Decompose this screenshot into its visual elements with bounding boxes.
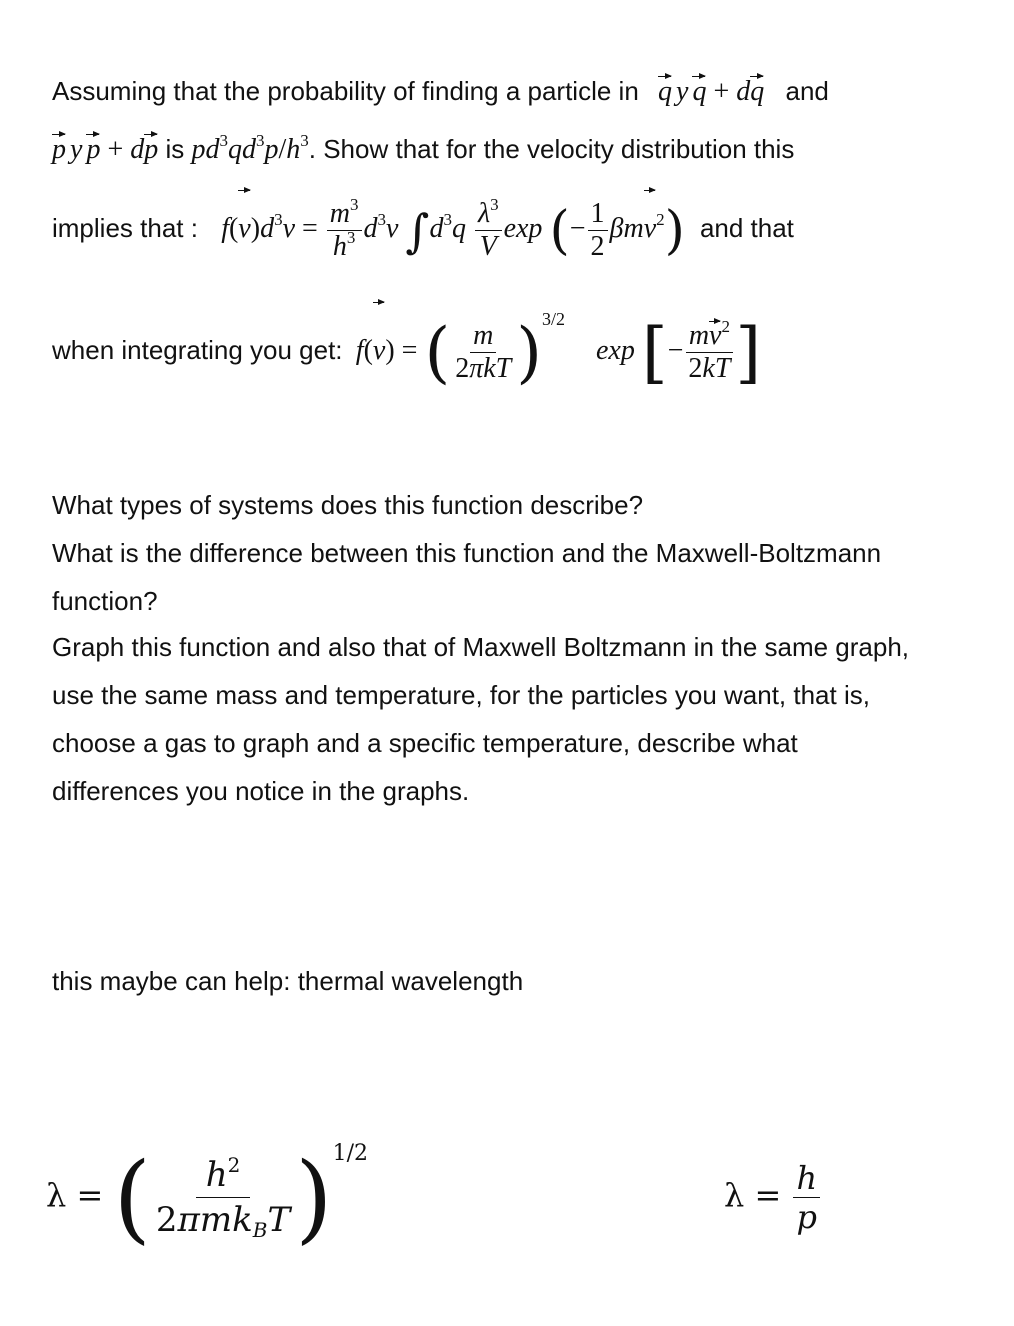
exp-word-1: exp bbox=[503, 213, 543, 244]
problem-line-2 bbox=[52, 132, 794, 167]
math-p-range: p y p + dp bbox=[52, 134, 159, 165]
exp-word-2: exp bbox=[596, 335, 635, 366]
problem-line-3 bbox=[52, 188, 794, 268]
and-that-suffix: and that bbox=[699, 213, 794, 243]
lambda-equals: λ = bbox=[724, 1176, 782, 1214]
math-velocity-distribution: $f(v)d^3v$ = $\frac{m^3}{h^3}$ $d^3v$ $\int d^3q$ $\frac{\lambda^3}{V}$ exp (− $\frac{1}{2}$ βmv$^2$) bbox=[221, 213, 692, 244]
problem-intro-text: Assuming that the probability of finding a particle in bbox=[52, 76, 639, 106]
question-3-line-2: use the same mass and temperature, for the particles you want, that is, bbox=[52, 680, 870, 710]
hint-text: this maybe can help: thermal wavelength bbox=[52, 966, 524, 996]
problem-line-4 bbox=[52, 300, 761, 410]
question-2-line-2: function? bbox=[52, 586, 158, 616]
thermal-wavelength-formula: λ = ( $\frac{h^2}{2\pi mk_BT}$ )$^{1/2}$ bbox=[46, 1141, 368, 1254]
and-word: and bbox=[785, 76, 829, 106]
math-probability: $pd^3qd^3p/h^3$ bbox=[191, 131, 309, 165]
implies-prefix: implies that : bbox=[52, 213, 198, 243]
frac-p: p bbox=[796, 1198, 817, 1236]
is-word: is bbox=[165, 134, 185, 164]
exponent-half: 1/2 bbox=[332, 1141, 368, 1166]
de-broglie-formula bbox=[724, 1150, 822, 1240]
question-3-line-4: differences you notice in the graphs. bbox=[52, 776, 470, 806]
math-result: f(v) = ( $\frac{m}{\text{2πkT}}$ )$^{3/2}$ exp [− $\frac{mv^2}{2kT}$ ] bbox=[356, 335, 761, 366]
question-3-line-1: Graph this function and also that of Maxwell Boltzmann in the same graph, bbox=[52, 632, 910, 662]
frac-h: h bbox=[793, 1159, 820, 1198]
integrating-prefix: when integrating you get: bbox=[52, 335, 343, 365]
question-2-line-1: What is the difference between this function and the Maxwell-Boltzmann bbox=[52, 538, 882, 568]
problem-line2-text: . Show that for the velocity distribution this bbox=[308, 134, 795, 164]
math-q-range: q y q + dq bbox=[658, 76, 765, 107]
question-3-line-3: choose a gas to graph and a specific temperature, describe what bbox=[52, 728, 798, 758]
question-1: What types of systems does this function describe? bbox=[52, 490, 644, 520]
problem-line-1 bbox=[52, 74, 829, 109]
